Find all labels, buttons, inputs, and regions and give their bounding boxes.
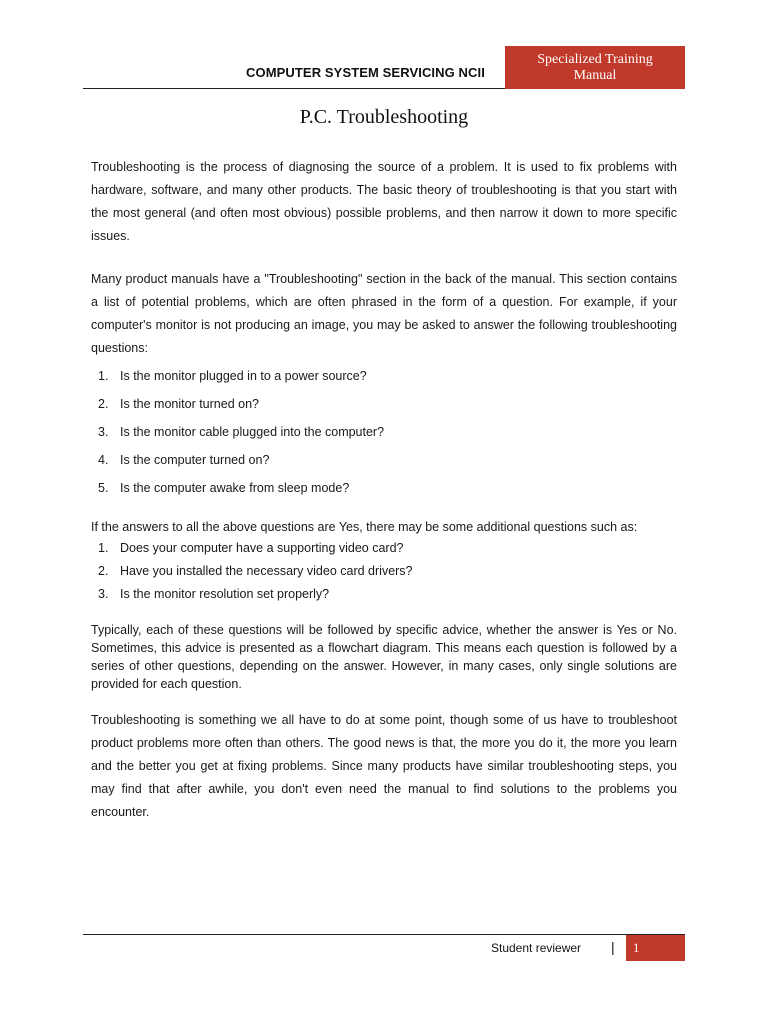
- page-title: P.C. Troubleshooting: [299, 106, 469, 128]
- list-item: [91, 366, 677, 394]
- list-text: Is the computer turned on?: [120, 453, 270, 467]
- list-text: Is the monitor cable plugged into the computer?: [120, 425, 385, 439]
- badge-line-1: Specialized Training: [537, 51, 653, 67]
- manual-badge: [505, 46, 685, 89]
- intro-paragraph: Troubleshooting is the process of diagnosing the source of a problem. It is used to fix problems with hardware, software, and many other products. The basic theory of troubleshooting is that you start with the most general (and often most obvious) possible problems, and then narrow it down to more specific issues.: [91, 160, 677, 243]
- list-number: 2.: [98, 397, 109, 411]
- page-number: 1: [626, 935, 685, 961]
- list-item: [91, 584, 677, 607]
- list-item: [91, 478, 677, 506]
- list-number: 5.: [98, 481, 109, 495]
- footer-label: Student reviewer: [491, 941, 582, 955]
- additional-paragraph: If the answers to all the above questions are Yes, there may be some additional questions such as:: [91, 520, 638, 534]
- list-text: Is the monitor turned on?: [120, 397, 259, 411]
- badge-line-2: Manual: [573, 67, 617, 83]
- list-number: 1.: [98, 541, 109, 555]
- monitor-question-list: [91, 366, 677, 506]
- footer-separator: |: [611, 939, 615, 955]
- header-divider: [83, 88, 505, 89]
- video-question-list: [91, 538, 677, 607]
- manuals-paragraph: Many product manuals have a "Troubleshooting" section in the back of the manual. This section contains a list of potential problems, which are often phrased in the form of a question. For example, if your computer's monitor is not producing an image, you may be asked to answer the following troubleshooting questions:: [91, 272, 677, 355]
- list-number: 3.: [98, 587, 109, 601]
- closing-paragraph: Troubleshooting is something we all have to do at some point, though some of us have to troubleshoot product problems more often than others. The good news is that, the more you do it, the more you learn and the better you get at fixing problems. Since many products have similar troubleshooting steps, you may find that after awhile, you don't even need the manual to find solutions to the problems you encounter.: [91, 713, 677, 819]
- list-number: 3.: [98, 425, 109, 439]
- header-title: COMPUTER SYSTEM SERVICING NCII: [246, 65, 485, 80]
- list-text: Is the monitor resolution set properly?: [120, 587, 330, 601]
- list-item: [91, 422, 677, 450]
- list-number: 2.: [98, 564, 109, 578]
- list-item: [91, 394, 677, 422]
- typically-paragraph: Typically, each of these questions will be followed by specific advice, whether the answer is Yes or No. Sometimes, this advice is presented as a flowchart diagram. This means each question is followed by a series of other questions, depending on the answer. However, in many cases, only single solutions are provided for each question.: [91, 623, 677, 691]
- list-text: Does your computer have a supporting video card?: [120, 541, 404, 555]
- footer-divider: [83, 934, 685, 935]
- list-number: 4.: [98, 453, 109, 467]
- document-body: [91, 156, 677, 824]
- list-item: [91, 450, 677, 478]
- list-number: 1.: [98, 369, 109, 383]
- list-item: [91, 561, 677, 584]
- list-text: Is the monitor plugged in to a power source?: [120, 369, 367, 383]
- list-text: Have you installed the necessary video card drivers?: [120, 564, 413, 578]
- list-text: Is the computer awake from sleep mode?: [120, 481, 350, 495]
- list-item: [91, 538, 677, 561]
